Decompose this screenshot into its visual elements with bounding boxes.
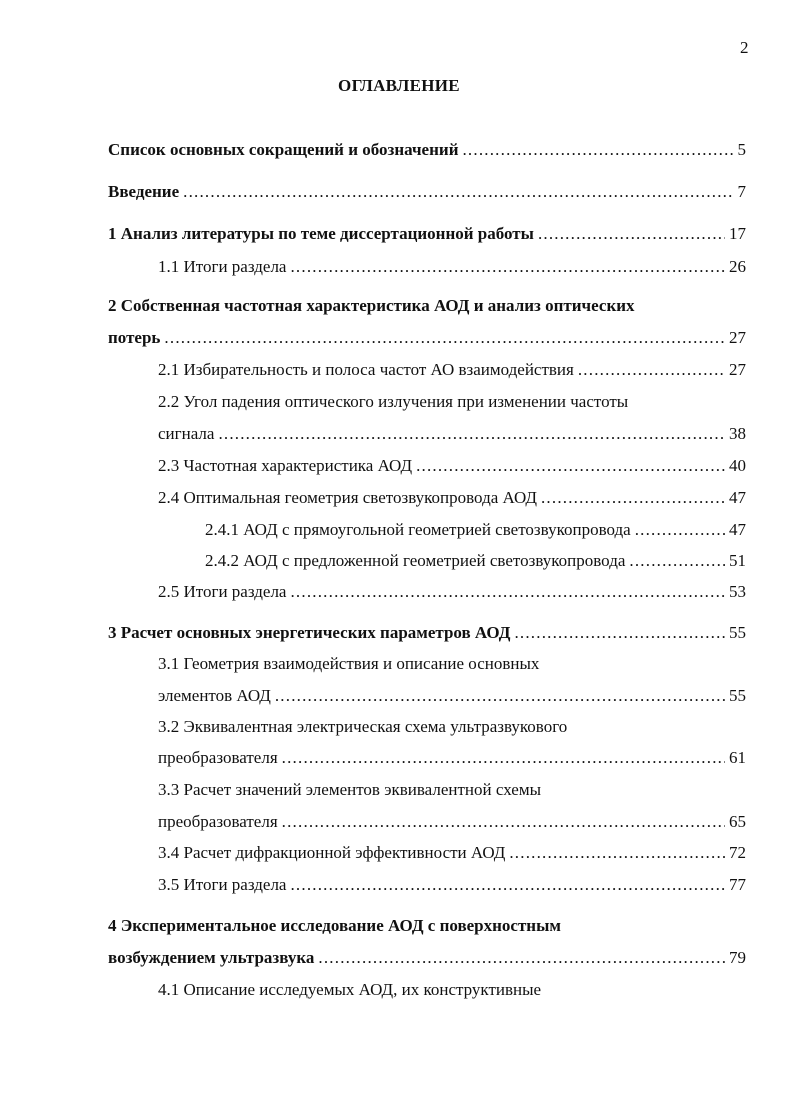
toc-entry-text: 3 Расчет основных энергетических параметров АОД [108,623,511,642]
dot-leader [275,685,725,707]
toc-page-number: 53 [729,582,746,601]
toc-entry-text: 2.4.1 АОД с прямоугольной геометрией светозвукопровода [205,520,631,539]
toc-entry [158,423,746,445]
toc-entry-text: возбуждением ультразвука [108,948,315,967]
toc-page-number: 5 [737,140,746,159]
toc-entry-text: 1.1 Итоги раздела [158,257,287,276]
toc-entry [108,327,746,349]
toc-page-number: 26 [729,257,746,276]
dot-leader [218,423,725,445]
dot-leader [509,842,725,864]
toc-entry-text: 2.4.2 АОД с предложенной геометрией светозвукопровода [205,551,626,570]
toc-entry [158,716,567,738]
toc-entry-text: 2.1 Избирательность и полоса частот АО взаимодействия [158,360,574,379]
toc-entry [158,811,746,833]
dot-leader [538,223,725,245]
toc-page-number: 55 [729,686,746,705]
toc-entry [108,622,746,644]
dot-leader [462,139,733,161]
dot-leader [318,947,725,969]
toc-entry [158,487,746,509]
dot-leader [290,581,725,603]
toc-entry-text: 3.5 Итоги раздела [158,875,287,894]
toc-entry-text: 4.1 Описание исследуемых АОД, их конструктивные [158,980,542,999]
toc-page-number: 77 [729,875,746,894]
dot-leader [514,622,725,644]
toc-entry [158,391,628,413]
toc-entry [108,139,746,161]
toc-entry-text: 3.4 Расчет дифракционной эффективности АОД [158,843,506,862]
dot-leader [282,747,725,769]
toc-entry-text: 2 Собственная частотная характеристика АОД и анализ оптических [108,296,635,315]
toc-entry-text: 2.3 Частотная характеристика АОД [158,456,413,475]
toc-entry-text: 2.4 Оптимальная геометрия светозвукопровода АОД [158,488,537,507]
dot-leader [282,811,725,833]
toc-page-number: 51 [729,551,746,570]
toc-page-number: 65 [729,812,746,831]
toc-entry [158,256,746,278]
toc-entry-text: 2.2 Угол падения оптического излучения при изменении частоты [158,392,629,411]
dot-leader [635,519,725,541]
toc-entry-text: 3.2 Эквивалентная электрическая схема ультразвукового [158,717,568,736]
toc-entry [108,295,635,317]
toc-entry-text: преобразователя [158,812,278,831]
dot-leader [541,487,725,509]
toc-entry [158,842,746,864]
dot-leader [290,256,725,278]
toc-entry [158,581,746,603]
toc-page-number: 47 [729,488,746,507]
toc-entry-text: сигнала [158,424,215,443]
toc-entry-text: 2.5 Итоги раздела [158,582,287,601]
toc-entry-text: Введение [108,182,180,201]
toc-entry [158,653,539,675]
toc-entry-text: 4 Экспериментальное исследование АОД с поверхностным [108,916,561,935]
toc-entry [158,779,541,801]
toc-page-number: 27 [729,360,746,379]
toc-entry-text: преобразователя [158,748,278,767]
toc-entry [108,223,746,245]
toc-page-number: 55 [729,623,746,642]
toc-entry-text: 1 Анализ литературы по теме диссертационной работы [108,224,534,243]
toc-entry [158,455,746,477]
toc-page-number: 27 [729,328,746,347]
toc-entry [158,874,746,896]
toc-entry [158,747,746,769]
toc-entry-text: потерь [108,328,161,347]
toc-page-number: 7 [737,182,746,201]
toc-entry [158,685,746,707]
toc-page-number: 61 [729,748,746,767]
toc-page-number: 47 [729,520,746,539]
toc-entry [205,519,746,541]
toc-entry [108,181,746,203]
toc-entry [108,915,561,937]
toc-title: ОГЛАВЛЕНИЕ [338,76,460,95]
toc-page-number: 17 [729,224,746,243]
dot-leader [164,327,725,349]
toc-entry-text: 3.3 Расчет значений элементов эквивалентной схемы [158,780,541,799]
toc-entry [205,550,746,572]
page-number: 2 [740,38,749,57]
toc-entry [108,947,746,969]
toc-entry [158,359,746,381]
toc-entry-text: Список основных сокращений и обозначений [108,140,459,159]
toc-entry-text: 3.1 Геометрия взаимодействия и описание основных [158,654,540,673]
dot-leader [578,359,725,381]
toc-page-number: 79 [729,948,746,967]
toc-page-number: 38 [729,424,746,443]
dot-leader [416,455,725,477]
dot-leader [290,874,725,896]
toc-entry [158,979,541,1001]
dot-leader [183,181,733,203]
toc-entry-text: элементов АОД [158,686,271,705]
toc-page-number: 72 [729,843,746,862]
dot-leader [629,550,725,572]
toc-page-number: 40 [729,456,746,475]
